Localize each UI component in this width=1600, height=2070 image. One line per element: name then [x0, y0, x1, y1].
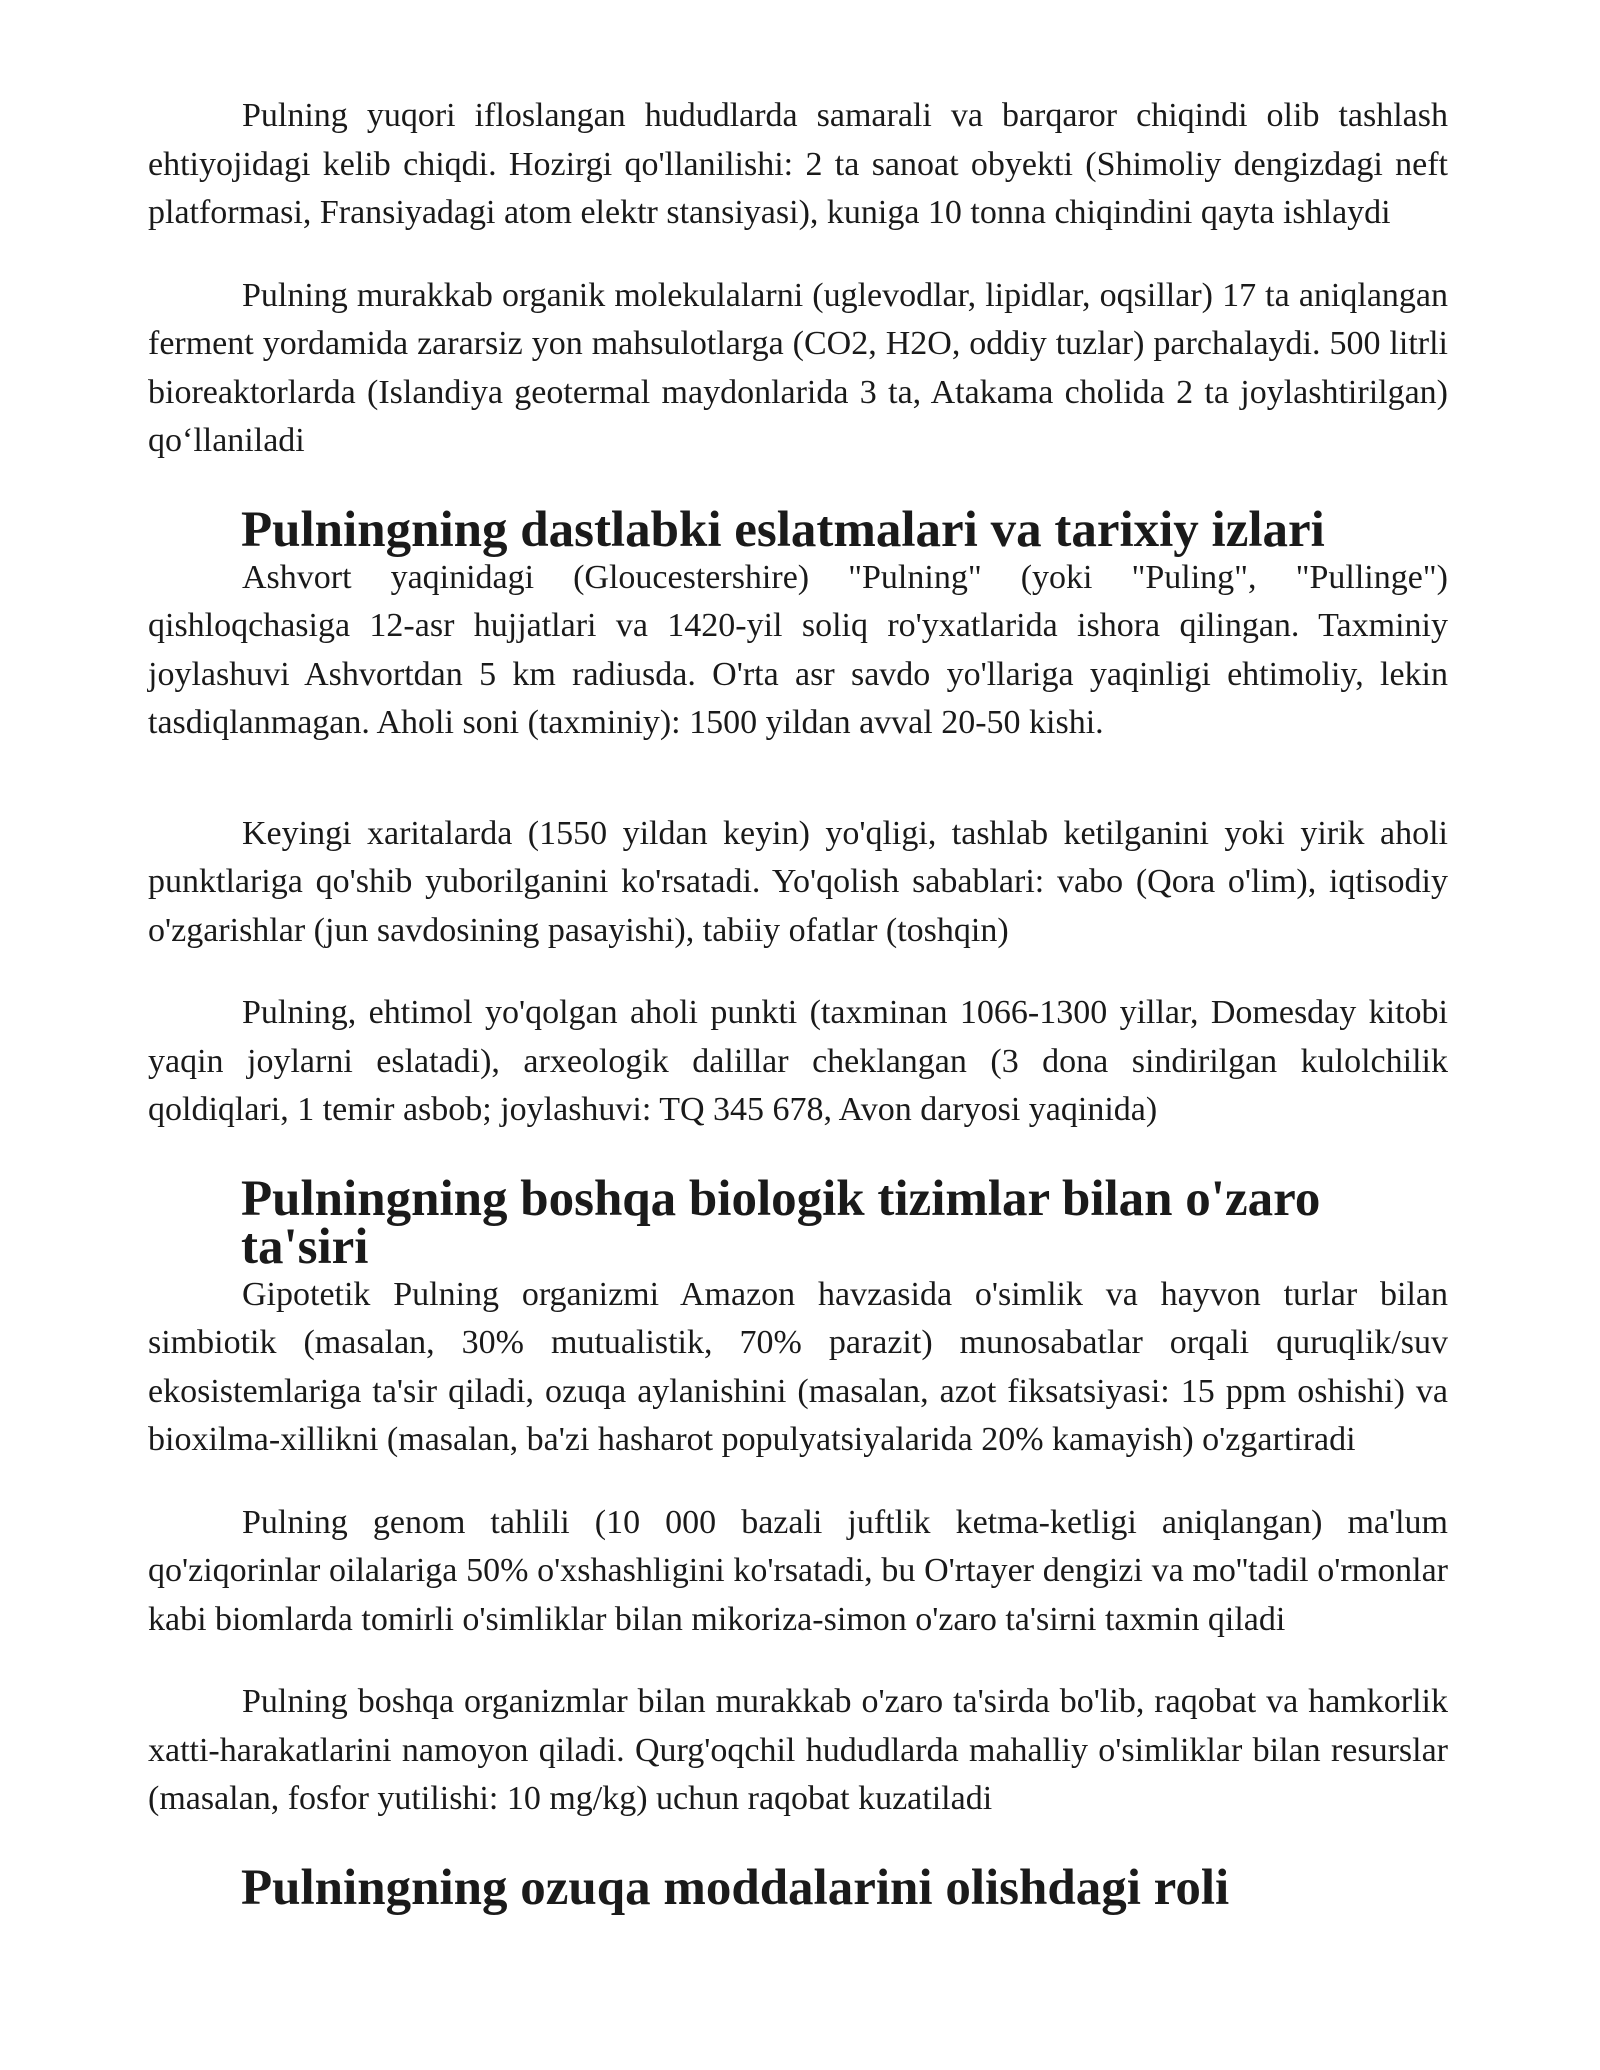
section-heading-nutrients: Pulningning ozuqa moddalarini olishdagi roli [241, 1859, 1230, 1916]
paragraph-bioreactors: Pulning murakkab organik molekulalarni (uglevodlar, lipidlar, oqsillar) 17 ta aniqlangan ferment yordamida zararsiz yon mahsulotlarga (CO2, H2O, oddiy tuzlar) parchalaydi. 500 litrli bioreaktorlarda (Islandiya geotermal maydonlarida 3 ta, Atakama cholida 2 ta joylashtirilgan) qo‘llaniladi [148, 276, 1448, 459]
paragraph-genome-analysis: Pulning genom tahlili (10 000 bazali juftlik ketma-ketligi aniqlangan) ma'lum qo'ziqorinlar oilalariga 50% o'xshashligini ko'rsatadi, bu O'rtayer dengizi va mo''tadil o'rmonlar kabi biomlarda tomirli o'simliklar bilan mikoriza-simon o'zaro ta'sirni taxmin qiladi [148, 1503, 1448, 1638]
paragraph-lost-settlement: Pulning, ehtimol yo'qolgan aholi punkti (taxminan 1066-1300 yillar, Domesday kitobi yaqin joylarni eslatadi), arxeologik dalillar cheklangan (3 dona sindirilgan kulolchilik qoldiqlari, 1 temir asbob; joylashuvi: TQ 345 678, Avon daryosi yaqinida) [148, 994, 1448, 1128]
paragraph-amazon-symbiosis: Gipotetik Pulning organizmi Amazon havzasida o'simlik va hayvon turlar bilan simbiotik (masalan, 30% mutualistik, 70% parazit) munosabatlar orqali quruqlik/suv ekosistemlariga ta'sir qiladi, ozuqa aylanishini (masalan, azot fiksatsiyasi: 15 ppm oshishi) va bioxilma-xillikni (masalan, ba'zi hasharot populyatsiyalarida 20% kamayish) o'zgartiradi [148, 1275, 1448, 1458]
paragraph-later-maps: Keyingi xaritalarda (1550 yildan keyin) yo'qligi, tashlab ketilganini yoki yirik aholi punktlariga qo'shib yuborilganini ko'rsatadi. Yo'qolish sabablari: vabo (Qora o'lim), iqtisodiy o'zgarishlar (jun savdosining pasayishi), tabiiy ofatlar (toshqin) [148, 814, 1448, 949]
document-body [148, 92, 1448, 1916]
section-heading-history: Pulningning dastlabki eslatmalari va tarixiy izlari [241, 501, 1325, 558]
paragraph-competition: Pulning boshqa organizmlar bilan murakkab o'zaro ta'sirda bo'lib, raqobat va hamkorlik xatti-harakatlarini namoyon qiladi. Qurg'oqchil hududlarda mahalliy o'simliklar bilan resurslar (masalan, fosfor yutilishi: 10 mg/kg) uchun raqobat kuzatiladi [148, 1683, 1448, 1817]
paragraph-waste-processing: Pulning yuqori ifloslangan hududlarda samarali va barqaror chiqindi olib tashlash ehtiyojidagi kelib chiqdi. Hozirgi qo'llanilishi: 2 ta sanoat obyekti (Shimoliy dengizdagi neft platformasi, Fransiyadagi atom elektr stansiyasi), kuniga 10 tonna chiqindini qayta ishlaydi [148, 97, 1448, 231]
paragraph-ashvort-village: Ashvort yaqinidagi (Gloucestershire) "Pulning" (yoki "Puling", "Pullinge") qishloqchasiga 12-asr hujjatlari va 1420-yil soliq ro'yxatlarida ishora qilingan. Taxminiy joylashuvi Ashvortdan 5 km radiusda. O'rta asr savdo yo'llariga yaqinligi ehtimoliy, lekin tasdiqlanmagan. Aholi soni (taxminiy): 1500 yildan avval 20-50 kishi. [148, 558, 1448, 741]
section-heading-biological-interaction: Pulningning boshqa biologik tizimlar bilan o'zaro ta'siri [241, 1170, 1321, 1275]
